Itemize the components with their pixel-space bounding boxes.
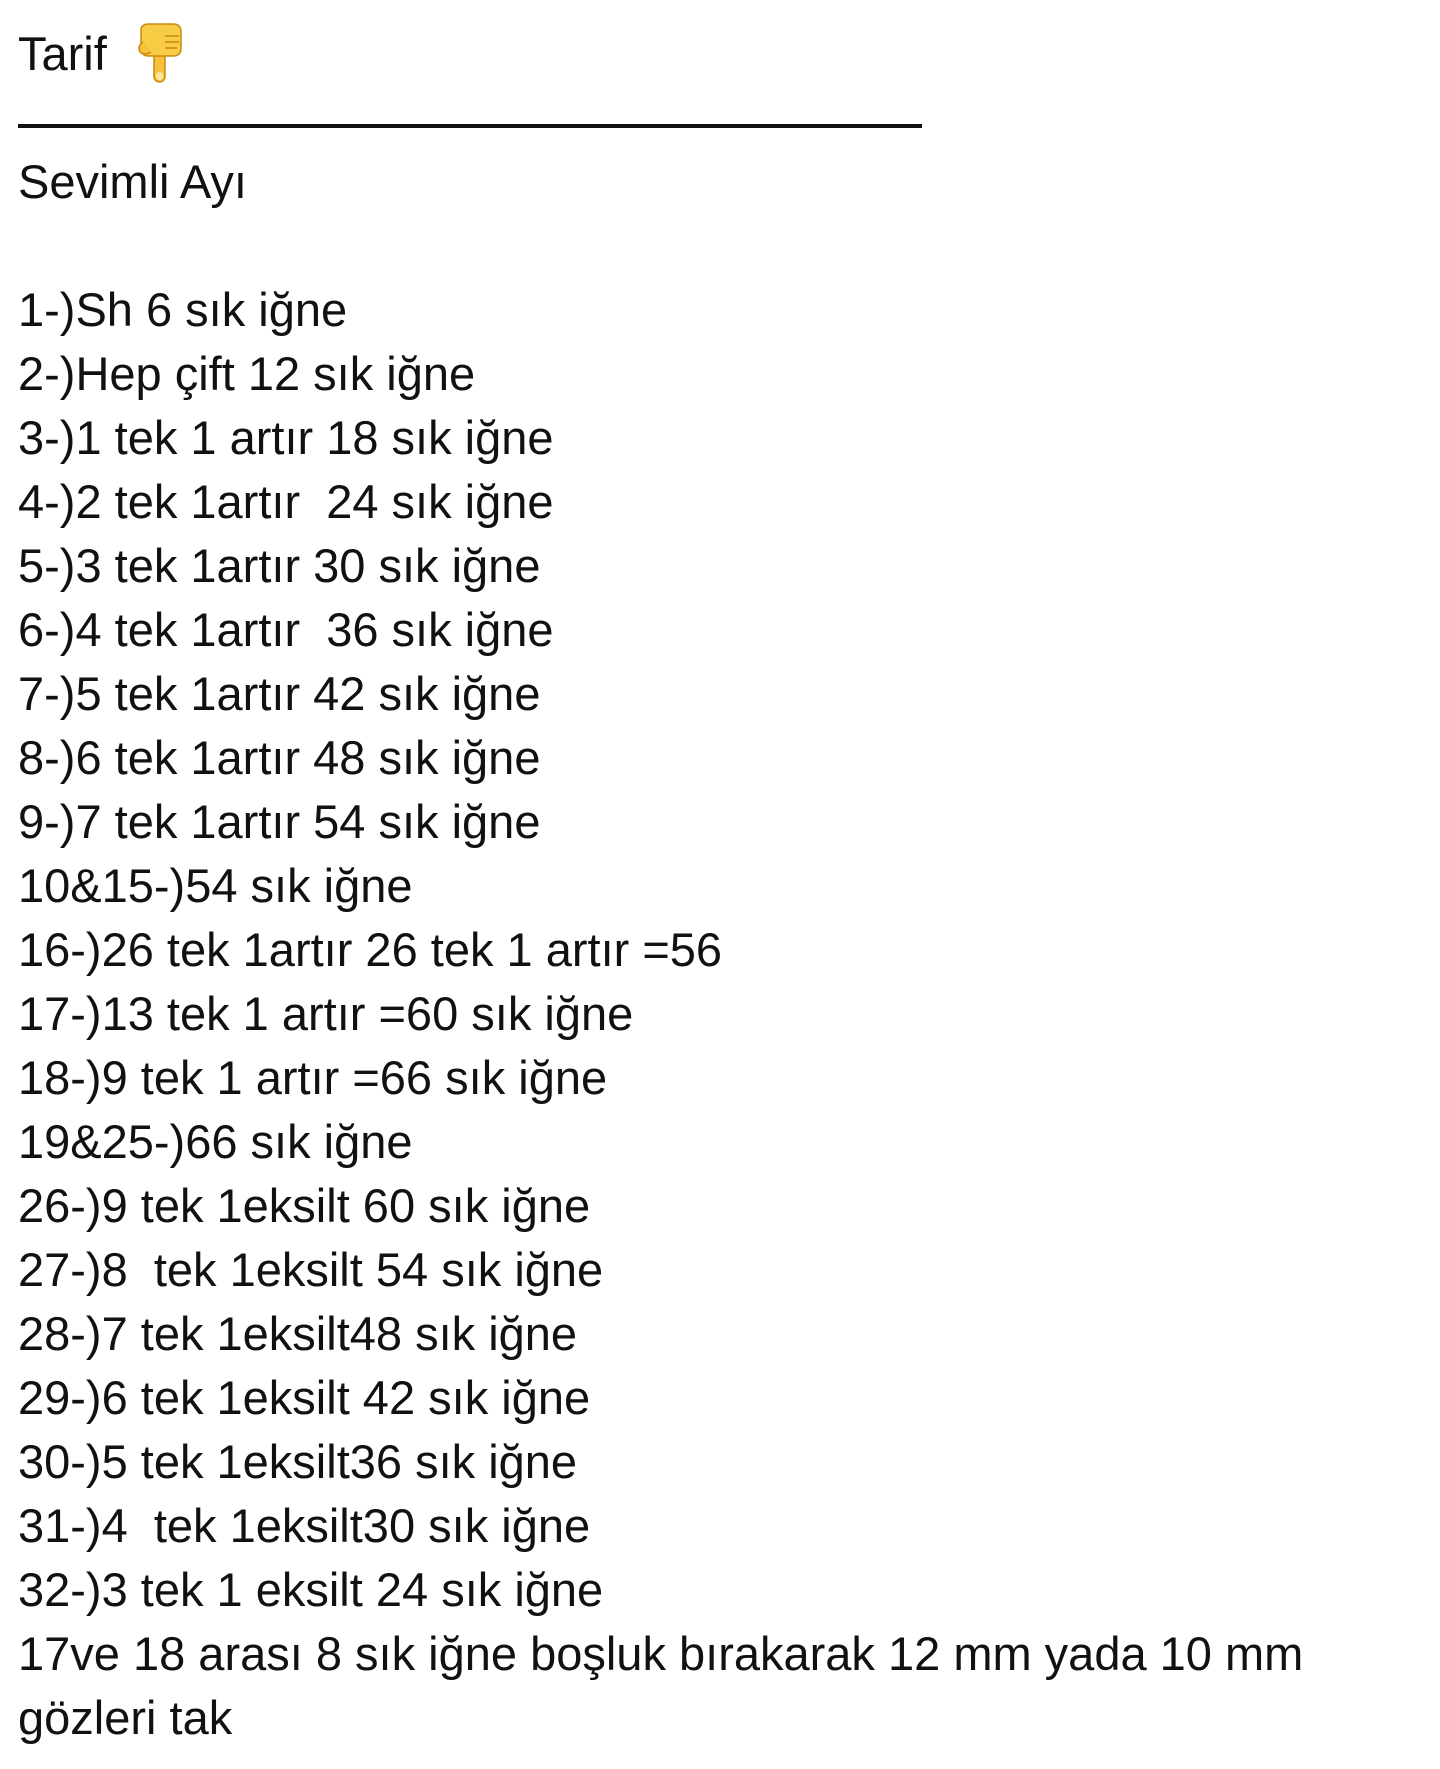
recipe-row: 3-)1 tek 1 artır 18 sık iğne bbox=[18, 411, 554, 464]
title-row bbox=[18, 22, 1418, 86]
recipe-row: 8-)6 tek 1artır 48 sık iğne bbox=[18, 731, 541, 784]
recipe-row: 2-)Hep çift 12 sık iğne bbox=[18, 347, 476, 400]
divider-rule bbox=[18, 124, 922, 128]
blank-line bbox=[18, 214, 1418, 278]
recipe-row: 9-)7 tek 1artır 54 sık iğne bbox=[18, 795, 541, 848]
recipe-name: Sevimli Ayı bbox=[18, 155, 247, 208]
divider-line bbox=[18, 86, 1418, 150]
recipe-row: 29-)6 tek 1eksilt 42 sık iğne bbox=[18, 1371, 591, 1424]
recipe-row: 32-)3 tek 1 eksilt 24 sık iğne bbox=[18, 1563, 604, 1616]
recipe-row: 31-)4 tek 1eksilt30 sık iğne bbox=[18, 1499, 591, 1552]
final-note: 17ve 18 arası 8 sık iğne boşluk bırakarak 12 mm yada 10 mm gözleri tak bbox=[18, 1627, 1304, 1744]
recipe-row: 26-)9 tek 1eksilt 60 sık iğne bbox=[18, 1179, 591, 1232]
note-title: Tarif bbox=[18, 27, 107, 80]
recipe-row: 18-)9 tek 1 artır =66 sık iğne bbox=[18, 1051, 608, 1104]
recipe-row: 5-)3 tek 1artır 30 sık iğne bbox=[18, 539, 541, 592]
recipe-row: 10&15-)54 sık iğne bbox=[18, 859, 413, 912]
recipe-row: 1-)Sh 6 sık iğne bbox=[18, 283, 348, 336]
recipe-row: 30-)5 tek 1eksilt36 sık iğne bbox=[18, 1435, 578, 1488]
recipe-row: 7-)5 tek 1artır 42 sık iğne bbox=[18, 667, 541, 720]
recipe-row: 27-)8 tek 1eksilt 54 sık iğne bbox=[18, 1243, 604, 1296]
note-body bbox=[18, 22, 1418, 1750]
backhand-index-pointing-down-icon bbox=[135, 22, 185, 86]
recipe-row: 17-)13 tek 1 artır =60 sık iğne bbox=[18, 987, 634, 1040]
recipe-row: 19&25-)66 sık iğne bbox=[18, 1115, 413, 1168]
recipe-row: 4-)2 tek 1artır 24 sık iğne bbox=[18, 475, 554, 528]
recipe-row: 6-)4 tek 1artır 36 sık iğne bbox=[18, 603, 554, 656]
recipe-row: 16-)26 tek 1artır 26 tek 1 artır =56 bbox=[18, 923, 723, 976]
recipe-row: 28-)7 tek 1eksilt48 sık iğne bbox=[18, 1307, 578, 1360]
